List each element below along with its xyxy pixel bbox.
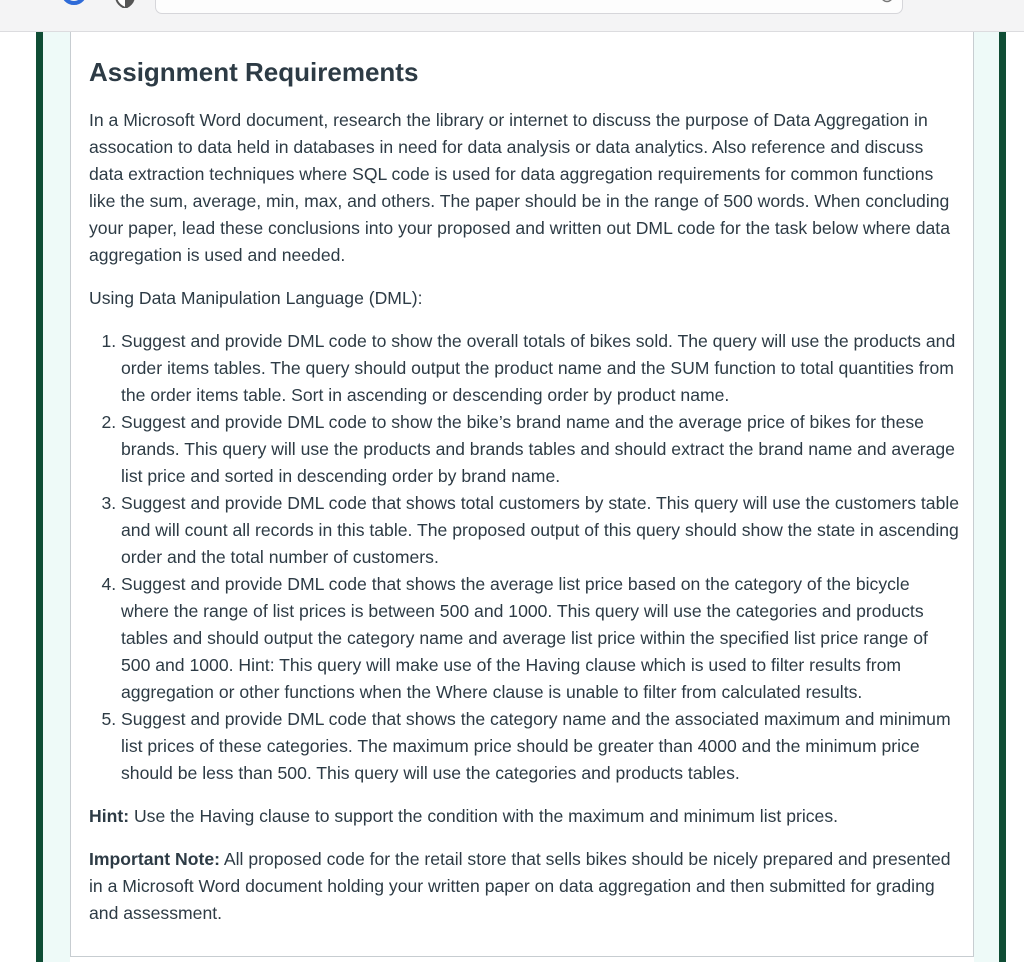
hint-label: Hint:	[89, 806, 130, 826]
list-item: 4. Suggest and provide DML code that shows the average list price based on the category of the bicycle where the range of list prices is between 500 and 1000. This query will use the categories and products tables and should output the category name and average list price within the specified list price range of 500 and 1000. Hint: This query will make use of the Having clause which is used to filter results from aggregation or other functions when the Where clause is unable to filter from calculated results.	[121, 571, 961, 706]
dml-heading: Using Data Manipulation Language (DML):	[89, 288, 423, 308]
note-text: All proposed code for the retail store that sells bikes should be nicely prepared and presented in a Microsoft Word document holding your written paper on data aggregation and then submitted for grading and assessment.	[89, 849, 951, 923]
assignment-content	[89, 56, 961, 943]
hint-text: Use the Having clause to support the condition with the maximum and minimum list prices.	[129, 806, 839, 826]
intro-paragraph: In a Microsoft Word document, research the library or internet to discuss the purpose of Data Aggregation in assocation to data held in databases in need for data analysis or data analytics. Also reference and discuss data extraction techniques where SQL code is used for data aggregation requirements for common functions like the sum, average, min, max, and others. The paper should be in the range of 500 words. When concluding your paper, lead these conclusions into your proposed and written out DML code for the task below where data aggregation is used and needed.	[89, 110, 950, 265]
right-margin	[974, 32, 999, 962]
browser-toolbar	[0, 0, 1024, 32]
left-margin	[43, 32, 70, 962]
list-item: 2. Suggest and provide DML code to show the bike’s brand name and the average price of bikes for these brands. This query will use the products and brands tables and should extract the brand name and average list price and sorted in descending order by brand name.	[121, 409, 961, 490]
right-border-rail	[999, 32, 1006, 962]
list-item: 3. Suggest and provide DML code that shows total customers by state. This query will use the customers table and will count all records in this table. The proposed output of this query should show the state in ascending order and the total number of customers.	[121, 490, 961, 571]
page-title: Assignment Requirements	[89, 57, 419, 87]
note-label: Important Note:	[89, 849, 220, 869]
requirements-list	[89, 328, 961, 787]
address-bar[interactable]	[155, 0, 903, 14]
sync-icon[interactable]	[60, 0, 88, 6]
hint-paragraph	[89, 803, 961, 830]
left-border-rail	[36, 32, 43, 962]
reload-icon[interactable]	[880, 0, 894, 3]
important-note-paragraph	[89, 846, 961, 927]
shield-icon[interactable]	[114, 0, 136, 8]
list-item: 5. Suggest and provide DML code that shows the category name and the associated maximum and minimum list prices of these categories. The maximum price should be greater than 4000 and the minimum price should be less than 500. This query will use the categories and products tables.	[121, 706, 961, 787]
list-item: 1. Suggest and provide DML code to show the overall totals of bikes sold. The query will use the products and order items tables. The query should output the product name and the SUM function to total quantities from the order items table. Sort in ascending or descending order by product name.	[121, 328, 961, 409]
